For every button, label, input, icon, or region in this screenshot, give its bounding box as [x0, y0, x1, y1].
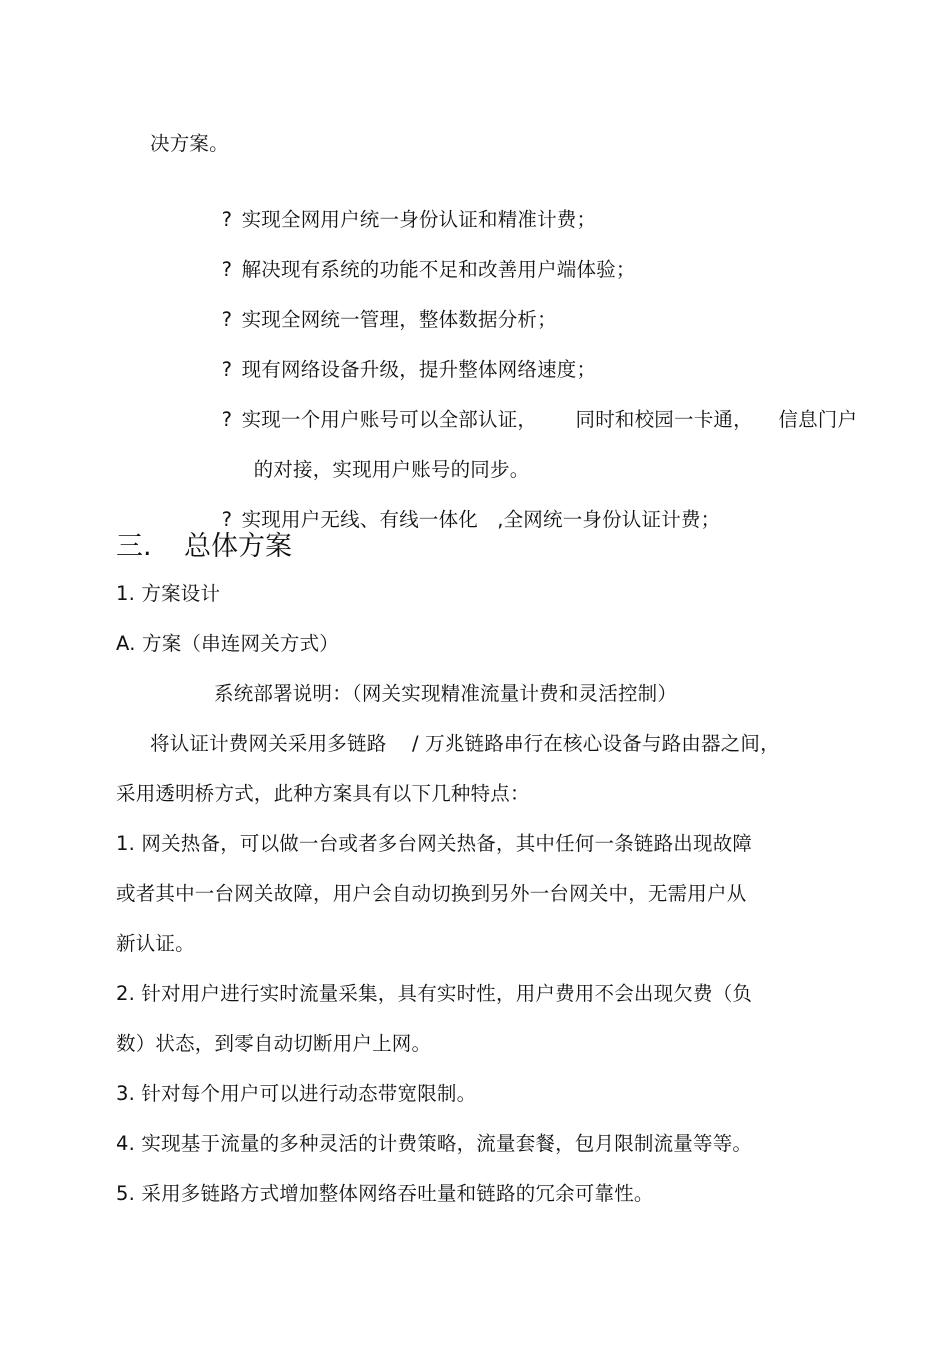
- feature-line-3: 新认证。: [116, 932, 195, 955]
- section-title: 总体方案: [184, 531, 292, 562]
- feature-line-2: 或者其中一台网关故障，用户会自动切换到另外一台网关中，无需用户从: [116, 882, 747, 905]
- feature-line-1: 1. 网关热备，可以做一台或者多台网关热备，其中任何一条链路出现故障: [116, 832, 753, 855]
- bullet-mark: ?: [221, 508, 233, 531]
- subsection-title: 1. 方案设计: [116, 582, 221, 605]
- section-number: 三.: [116, 531, 152, 562]
- paragraph-line-2: 采用透明桥方式，此种方案具有以下几种特点：: [116, 782, 530, 805]
- scheme-title: A. 方案（串连网关方式）: [116, 632, 339, 655]
- bullet-text: 解决现有系统的功能不足和改善用户端体验；: [241, 258, 636, 281]
- feature-line-5: 数）状态，到零自动切断用户上网。: [116, 1032, 432, 1055]
- bullet-mark: ?: [221, 258, 233, 281]
- bullet-mark: ?: [221, 308, 233, 331]
- bullet-text: 现有网络设备升级，提升整体网络速度；: [241, 358, 597, 381]
- feature-line-8: 5. 采用多链路方式增加整体网络吞吐量和链路的冗余可靠性。: [116, 1182, 654, 1205]
- bullet-mark: ?: [221, 408, 233, 431]
- feature-line-4: 2. 针对用户进行实时流量采集，具有实时性，用户费用不会出现欠费（负: [116, 982, 753, 1005]
- feature-line-7: 4. 实现基于流量的多种灵活的计费策略，流量套餐，包月限制流量等等。: [116, 1132, 753, 1155]
- bullet-text: 实现用户无线、有线一体化 ,全网统一身份认证计费；: [241, 508, 721, 531]
- bullet-text: 的对接，实现用户账号的同步。: [253, 458, 530, 481]
- paragraph-line-1: 将认证计费网关采用多链路 / 万兆链路串行在核心设备与路由器之间，: [150, 732, 780, 755]
- deploy-note: 系统部署说明：（网关实现精准流量计费和灵活控制）: [214, 682, 678, 705]
- intro-tail-text: 决方案。: [150, 132, 229, 155]
- bullet-text: 实现全网统一管理，整体数据分析；: [241, 308, 557, 331]
- bullet-mark: ?: [221, 358, 233, 381]
- bullet-text: 实现一个用户账号可以全部认证， 同时和校园一卡通， 信息门户: [241, 408, 858, 431]
- bullet-text: 实现全网用户统一身份认证和精准计费；: [241, 208, 597, 231]
- feature-line-6: 3. 针对每个用户可以进行动态带宽限制。: [116, 1082, 477, 1105]
- bullet-mark: ?: [221, 208, 233, 231]
